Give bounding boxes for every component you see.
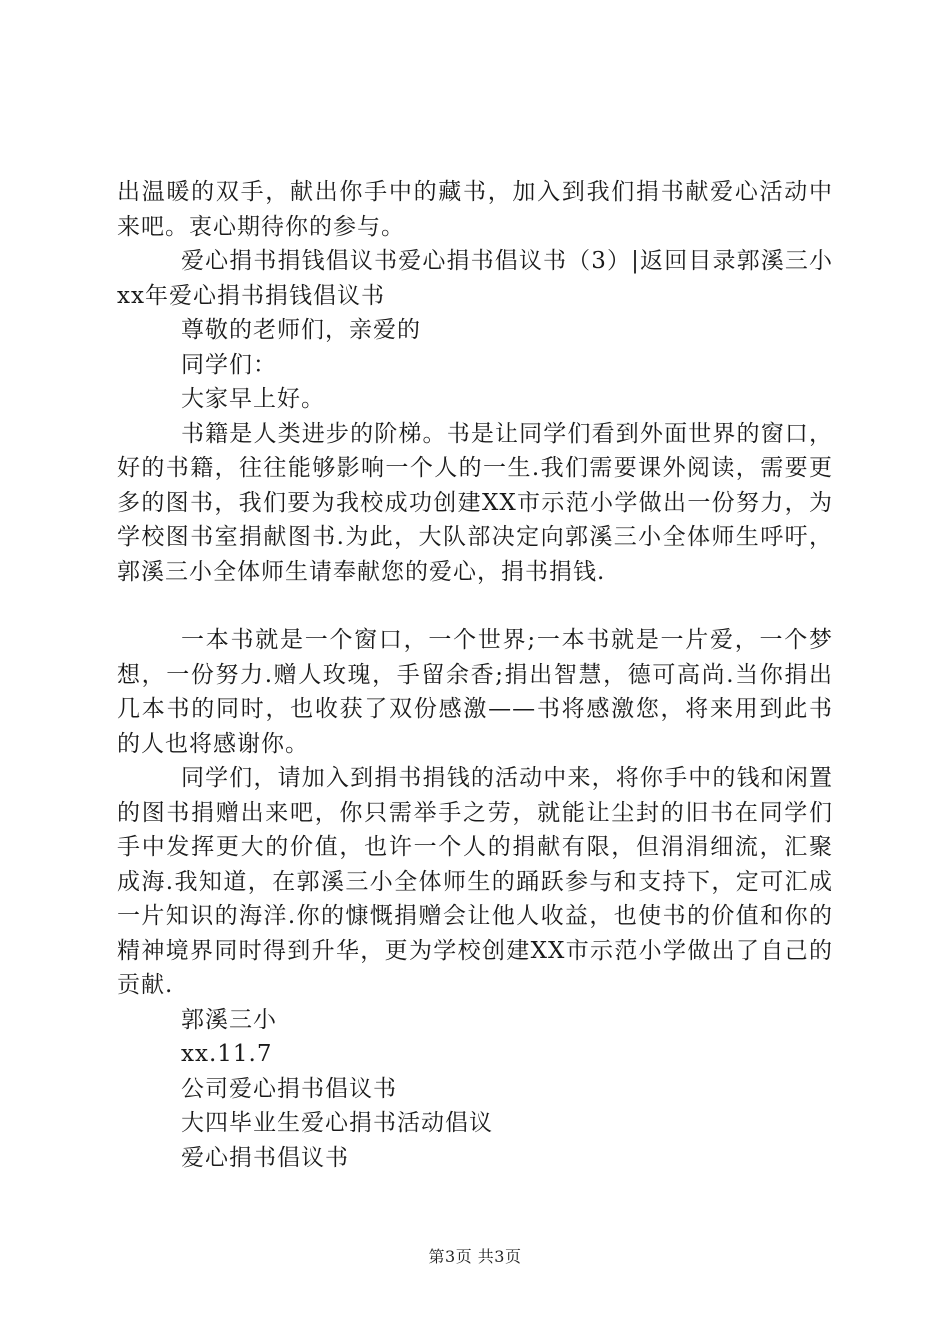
paragraph-body-1: 书籍是人类进步的阶梯。书是让同学们看到外面世界的窗口，好的书籍，往往能够影响一个人的一生.我们需要课外阅读，需要更多的图书，我们要为我校成功创建XX市示范小学做出一份努力，为学校图书室捐献图书.为此，大队部决定向郭溪三小全体师生呼吁，郭溪三小全体师生请奉献您的爱心，捐书捐钱. xyxy=(117,420,833,585)
document-body xyxy=(117,175,833,1175)
paragraph-salutation: 尊敬的老师们，亲爱的 xyxy=(181,317,421,343)
page-number-footer: 第3页 共3页 xyxy=(428,1247,522,1266)
paragraph-greeting: 大家早上好。 xyxy=(181,386,325,412)
related-link-1: 公司爱心捐书倡议书 xyxy=(181,1075,397,1102)
paragraph-body-2: 一本书就是一个窗口，一个世界;一本书就是一片爱，一个梦想，一份努力.赠人玫瑰，手留余香;捐出智慧，德可高尚.当你捐出几本书的同时，也收获了双份感激——书将感激您，将来用到此书的人也将感谢你。 xyxy=(117,627,833,757)
paragraph-salutation-students: 同学们： xyxy=(181,351,277,378)
signature-date: xx.11.7 xyxy=(181,1041,273,1067)
paragraph-body-3: 同学们，请加入到捐书捐钱的活动中来，将你手中的钱和闲置的图书捐赠出来吧，你只需举手之劳，就能让尘封的旧书在同学们手中发挥更大的价值，也许一个人的捐献有限，但涓涓细流，汇聚成海.我知道，在郭溪三小全体师生的踊跃参与和支持下，定可汇成一片知识的海洋.你的慷慨捐赠会让他人收益，也使书的价值和你的精神境界同时得到升华，更为学校创建XX市示范小学做出了自己的贡献. xyxy=(117,765,833,998)
related-link-3: 爱心捐书倡议书 xyxy=(181,1144,349,1171)
paragraph-spacer xyxy=(117,589,833,623)
paragraph-section-title: 爱心捐书捐钱倡议书爱心捐书倡议书（3）|返回目录郭溪三小xx年爱心捐书捐钱倡议书 xyxy=(117,248,833,309)
paragraph-continuation: 出温暖的双手，献出你手中的藏书，加入到我们捐书献爱心活动中来吧。衷心期待你的参与。 xyxy=(117,179,833,240)
signature-school: 郭溪三小 xyxy=(181,1006,277,1033)
related-link-2: 大四毕业生爱心捐书活动倡议 xyxy=(181,1110,493,1136)
